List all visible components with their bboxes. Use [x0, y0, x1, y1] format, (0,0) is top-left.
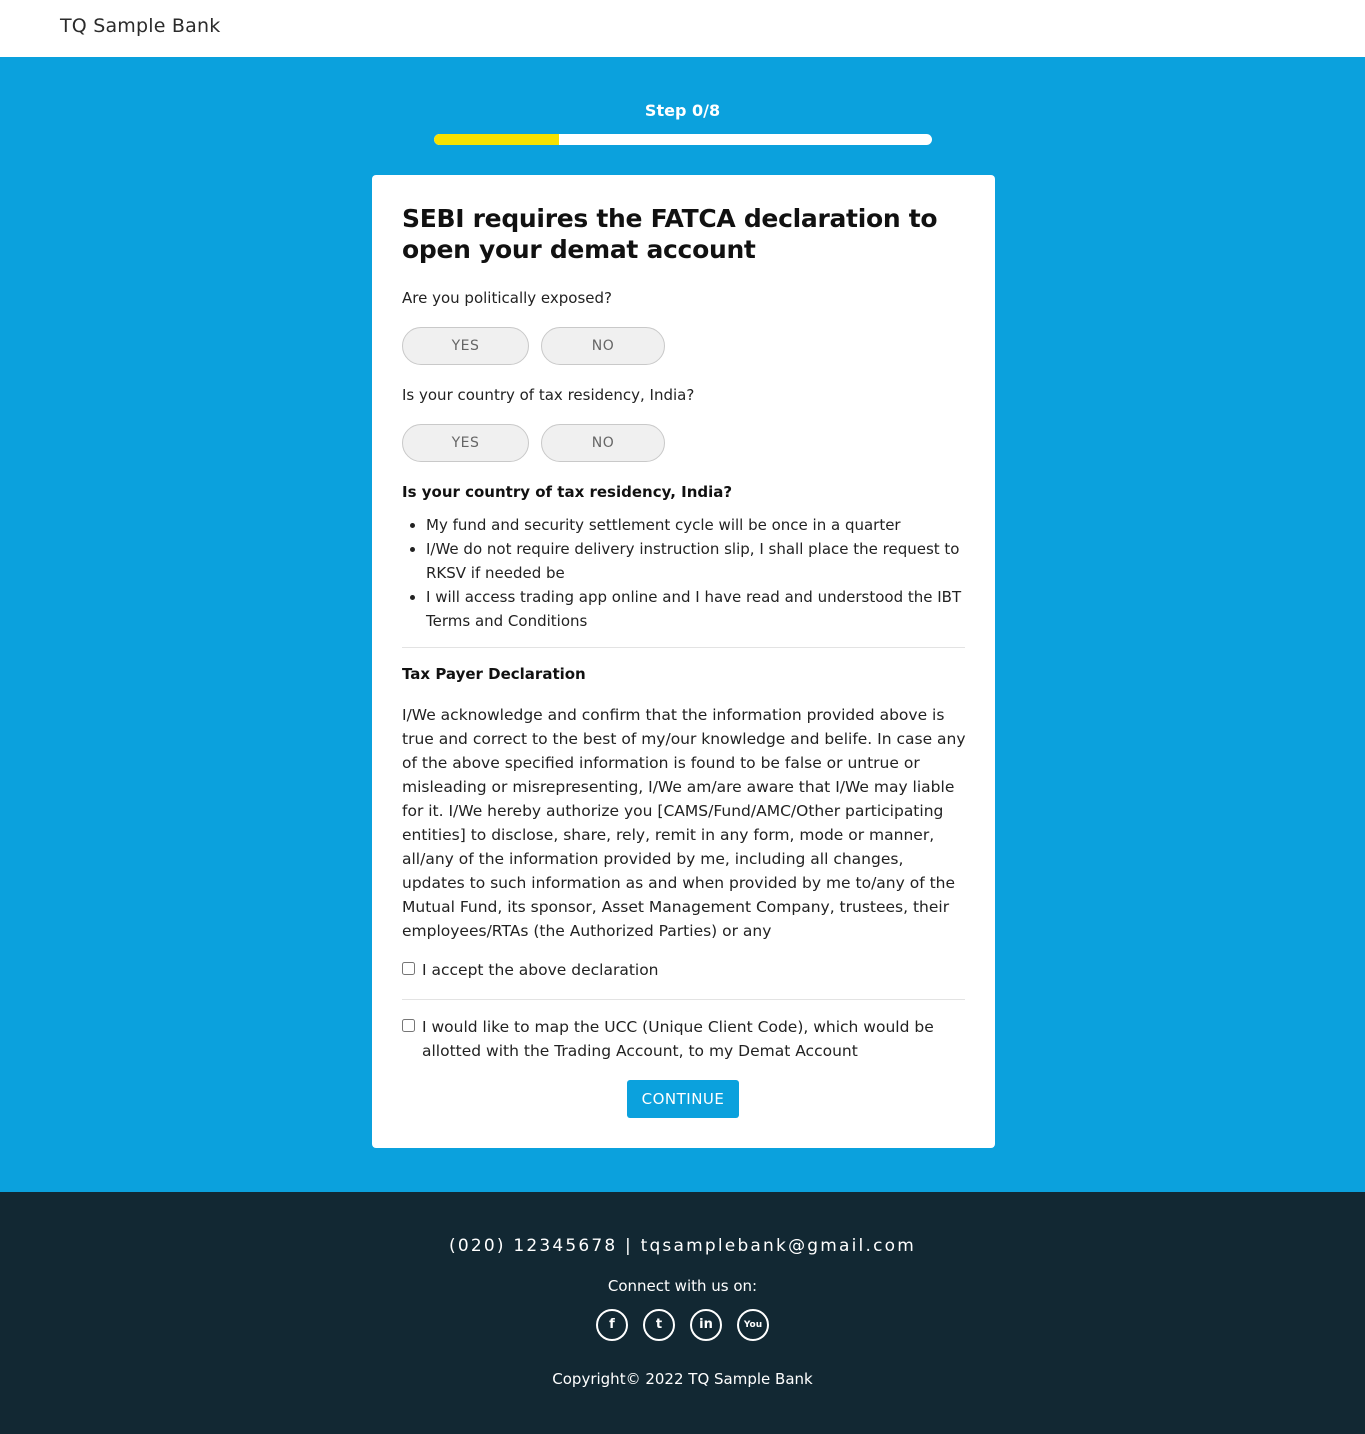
fatca-form-card: [372, 175, 995, 1148]
accept-declaration-row[interactable]: [402, 958, 962, 982]
continue-button[interactable]: CONTINUE: [627, 1080, 739, 1118]
page-title: SEBI requires the FATCA declaration to open your demat account: [402, 204, 938, 264]
linkedin-icon[interactable]: in: [690, 1309, 722, 1341]
main-section: [0, 57, 1365, 1192]
facebook-icon[interactable]: f: [596, 1309, 628, 1341]
politically-exposed-yes-button[interactable]: YES: [402, 327, 529, 365]
accept-declaration-checkbox[interactable]: [402, 962, 415, 975]
list-item: • My fund and security settlement cycle will be once in a quarter: [426, 513, 971, 537]
politically-exposed-no-button[interactable]: NO: [541, 327, 665, 365]
copyright: Copyright© 2022 TQ Sample Bank: [552, 1370, 813, 1388]
step-indicator: Step 0/8: [644, 101, 721, 120]
connect-label: Connect with us on:: [607, 1277, 758, 1295]
progress-bar-fill: [434, 134, 559, 145]
tax-payer-heading: Tax Payer Declaration: [402, 665, 586, 683]
ucc-mapping-row[interactable]: [402, 1015, 962, 1063]
twitter-icon[interactable]: t: [643, 1309, 675, 1341]
politically-exposed-question: Are you politically exposed?: [402, 289, 612, 307]
list-item: • I will access trading app online and I have read and understood the IBT Terms and Conditions: [426, 585, 971, 633]
ucc-mapping-label: I would like to map the UCC (Unique Client Code), which would be allotted with the Trading Account, to my Demat Account: [422, 1018, 934, 1060]
ucc-mapping-checkbox[interactable]: [402, 1019, 415, 1032]
social-links: [596, 1309, 772, 1341]
accept-declaration-label: I accept the above declaration: [422, 961, 659, 979]
progress-bar: [434, 134, 932, 145]
tax-residency-question: Is your country of tax residency, India?: [402, 386, 695, 404]
footer: [0, 1192, 1365, 1434]
top-header: [0, 0, 1365, 57]
declaration-bullets: [426, 513, 971, 633]
declaration-text-box[interactable]: I/We acknowledge and confirm that the information provided above is true and correct to the best of my/our knowledge and belife. In case any of the above specified information is found to be false or untrue or misleading or misrepresenting, I/We am/are aware that I/We may liable for it. I/We hereby authorize you [CAMS/Fund/AMC/Other participating entities] to disclose, share, rely, remit in any form, mode or manner, all/any of the information provided by me, including all changes, updates to such information as and when provided by me to/any of the Mutual Fund, its sponsor, Asset Management Company, trustees, their employees/RTAs (the Authorized Parties) or any: [402, 706, 966, 940]
contact-info: (020) 12345678 | tqsamplebank@gmail.com: [449, 1236, 916, 1256]
brand-logo-text[interactable]: TQ Sample Bank: [60, 15, 221, 37]
divider: [402, 647, 965, 648]
tax-residency-yes-button[interactable]: YES: [402, 424, 529, 462]
youtube-icon[interactable]: You: [737, 1309, 769, 1341]
bullets-heading: Is your country of tax residency, India?: [402, 483, 733, 501]
divider: [402, 999, 965, 1000]
tax-residency-no-button[interactable]: NO: [541, 424, 665, 462]
list-item: • I/We do not require delivery instruction slip, I shall place the request to RKSV if needed be: [426, 537, 971, 585]
